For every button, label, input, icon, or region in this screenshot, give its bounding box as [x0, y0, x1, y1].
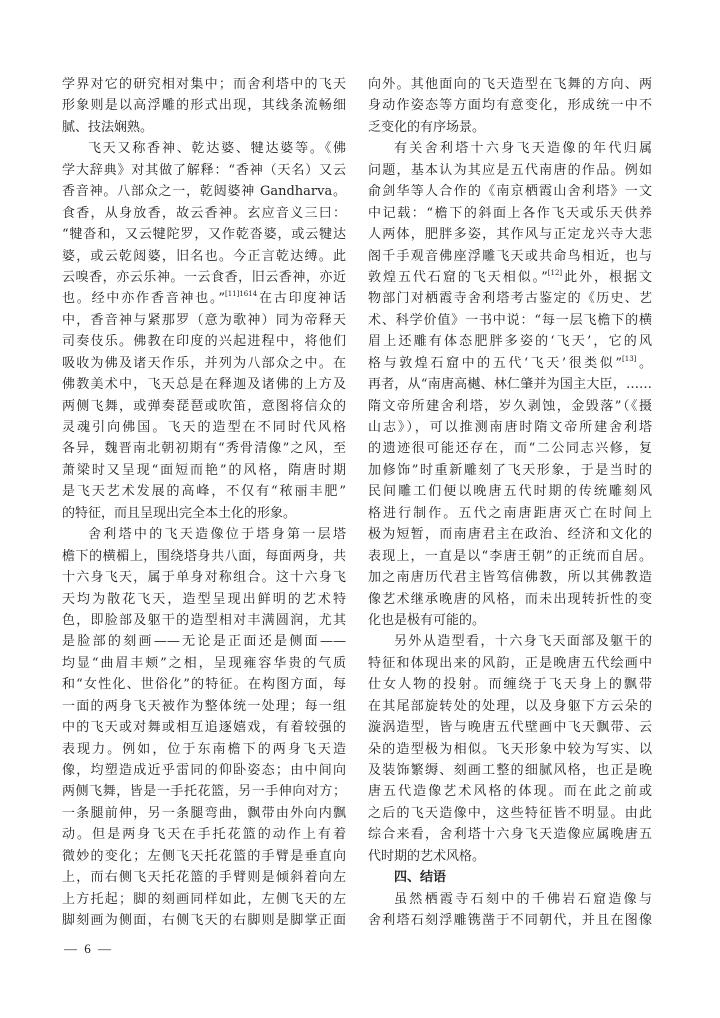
section-heading: 四、结语	[394, 870, 447, 886]
text-line: 云嗅香，亦云乐神。一云食香，旧云香神，亦近	[62, 269, 346, 285]
text-line: 形象则是以高浮雕的形式出现，其线条流畅细	[62, 98, 346, 114]
text-line: 朵的造型极为相似。飞天形象中较为写实、以	[368, 741, 652, 757]
text-line: 仕女人物的投射。而缠绕于飞天身上的飘带	[368, 677, 652, 693]
text-line: 微妙的变化；左侧飞天托花篮的手臂是垂直向	[62, 848, 346, 864]
text-line	[368, 267, 652, 288]
text-segment: 格与敦煌石窟中的五代‘飞天’很类似”	[368, 355, 623, 371]
text-line: 中记载：“檐下的斜面上各作飞天或乐天供养	[368, 205, 652, 221]
text-line: 像，均塑造成近乎雷同的仰卧姿态；由中间向	[62, 763, 346, 778]
text-line: 中的飞天或对舞或相互追逐嬉戏，有着较强的	[62, 720, 346, 736]
text-line: 另外从造型看，十六身飞天面部及躯干的	[394, 634, 652, 650]
text-line: 吸收为佛及诸天作乐，并列为八部众之中。在	[62, 355, 346, 371]
text-line: 天均为散花飞天，造型呈现出鲜明的艺术特	[62, 591, 346, 607]
text-line: 学大辞典》对其做了解释：“香神（天名）又云	[62, 162, 346, 178]
text-line: 及装饰繁缛、刻画工整的细腻风格，也正是晚	[368, 763, 652, 778]
text-line: 特征和体现出来的风韵，正是晚唐五代绘画中	[368, 655, 652, 671]
text-line: 眉上还雕有体态肥胖多姿的‘飞天’，它的风	[368, 334, 652, 350]
text-line: 格进行制作。五代之南唐距唐灭亡在时间上	[368, 505, 652, 521]
text-line: 两侧飞舞，或弹奏琵琶或吹笛，意图将信众的	[62, 398, 346, 414]
text-line: 飞天又称香神、乾达婆、犍达婆等。《佛	[88, 141, 346, 157]
text-line: 檐下的横楣上，围绕塔身共八面，每面两身，共	[62, 548, 346, 564]
right-column	[368, 74, 652, 932]
text-line: 色，即脸部及躯干的造型相对丰满圆润，尤其	[62, 612, 346, 628]
text-line: 婆，或云乾闼婆，旧名也。今正言乾达缚。此	[62, 248, 346, 264]
text-line: 代时期的艺术风格。	[368, 848, 486, 864]
text-line: 两侧飞舞，皆是一手托花篮，另一手伸向对方；	[62, 784, 346, 800]
text-line: 脚刻画为侧面，右侧飞天的右脚则是脚掌正面	[62, 913, 346, 929]
text-line: 漩涡造型，皆与晚唐五代壁画中飞天飘带、云	[368, 720, 652, 736]
text-line: 动。但是两身飞天在手托花篮的动作上有着	[62, 827, 346, 843]
text-line: 术、科学价值》一书中说：“每一层飞檐下的横	[368, 312, 652, 328]
text-segment: 也。经中亦作香音神也。”	[62, 291, 225, 307]
text-line: 在其尾部旋转处的处理，以及身躯下方云朵的	[368, 698, 652, 714]
text-line: 化也是极有可能的。	[368, 612, 486, 628]
text-line: 十六身飞天，属于单身对称组合。这十六身飞	[62, 570, 346, 586]
text-line: 极为短暂，而南唐君主在政治、经济和文化的	[368, 527, 652, 543]
citation-reference: [12]	[547, 268, 563, 277]
text-line: 虽然栖霞寺石刻中的千佛岩石窟造像与	[394, 891, 652, 907]
text-line: 隋文帝所建舍利塔，岁久剥蚀，金毁落”（《摄	[368, 398, 652, 414]
text-line: 加修饰”时重新雕刻了飞天形象，于是当时的	[368, 462, 652, 478]
text-line: 灵魂引向佛国。飞天的造型在不同时代风格	[62, 420, 346, 435]
text-line: 的特征，而且呈现出完全本土化的形象。	[62, 505, 297, 521]
text-line: 一条腿前伸，另一条腿弯曲，飘带由外向内飘	[62, 805, 346, 821]
text-line: 人两体，肥胖多姿，其作风与正定龙兴寺大悲	[368, 227, 652, 243]
text-line: 山志》），可以推测南唐时隋文帝所建舍利塔	[368, 420, 652, 435]
text-line: 的遗迹很可能还存在，而“二公同志兴修，复	[368, 441, 652, 457]
text-line: 均显“曲眉丰颊”之相，呈现雍容华贵的气质	[62, 655, 346, 671]
text-line: “犍沓和，又云犍陀罗，又作乾沓婆，或云犍达	[62, 227, 346, 243]
text-line: 综合来看，舍利塔十六身飞天造像应属晚唐五	[368, 827, 652, 843]
text-line: 舍利塔石刻浮雕镌凿于不同朝代，并且在图像	[368, 913, 652, 929]
page-number: — 6 —	[64, 941, 113, 956]
citation-reference: [13]	[622, 354, 637, 363]
text-line: 有关舍利塔十六身飞天造像的年代归属	[394, 141, 652, 157]
text-line: 唐五代造像艺术风格的体现。而在此之前或	[368, 784, 652, 800]
text-segment: 在古印度神话	[257, 291, 346, 307]
text-segment: 。	[636, 355, 652, 371]
text-line: 阁千手观音佛座浮雕飞天或共命鸟相近，也与	[368, 248, 652, 264]
text-line: 食香，从身放香，故云香神。玄应音义三曰：	[62, 205, 346, 221]
text-line: 香音神。八部众之一，乾闼婆神 Gandharva。	[62, 184, 346, 200]
text-line: 上，而右侧飞天托花篮的手臂则是倾斜着向左	[62, 870, 346, 886]
text-line	[368, 353, 652, 374]
text-segment: 敦煌五代石窟的飞天相似。”	[368, 269, 548, 285]
text-line: 上方托起；脚的刻画同样如此，左侧飞天的左	[62, 891, 346, 907]
text-line: 俞剑华等人合作的《南京栖霞山舍利塔》一文	[368, 184, 652, 200]
text-line: 民间雕工们便以晚唐五代时期的传统雕刻风	[368, 484, 652, 500]
text-line: 物部门对栖霞寺舍利塔考古鉴定的《历史、艺	[368, 291, 652, 307]
text-line: 表现上，一直是以“李唐王朝”的正统而自居。	[368, 548, 652, 564]
text-line: 向外。其他面向的飞天造型在飞舞的方向、两	[368, 77, 652, 92]
left-column	[62, 74, 346, 932]
text-line: 表现力。例如，位于东南檐下的两身飞天造	[62, 741, 346, 757]
text-line: 萧梁时又呈现“面短而艳”的风格，隋唐时期	[62, 462, 346, 478]
text-line: 一面的两身飞天被作为整体统一处理；每一组	[62, 698, 346, 714]
citation-reference: [11]1614	[224, 290, 258, 299]
text-line: 身动作姿态等方面均有意变化，形成统一中不	[368, 98, 652, 114]
text-line: 乏变化的有序场景。	[368, 119, 486, 135]
text-line: 佛教美术中，飞天总是在释迦及诸佛的上方及	[62, 377, 346, 393]
text-line: 之后的飞天造像中，这些特征皆不明显。由此	[368, 805, 652, 821]
text-line: 是脸部的刻画——无论是正面还是侧面——	[62, 634, 346, 650]
text-segment: 此外，根据文	[562, 269, 652, 285]
text-line: 各异，魏晋南北朝初期有“秀骨清像”之风，至	[62, 441, 346, 457]
text-line: 和“女性化、世俗化”的特征。在构图方面，每	[62, 677, 346, 693]
text-line: 再者，从“南唐高樾、林仁肇并为国主大臣，……	[368, 377, 652, 393]
text-line	[62, 288, 346, 309]
text-line: 是飞天艺术发展的高峰，不仅有“秾丽丰肥”	[62, 484, 346, 500]
text-line: 舍利塔中的飞天造像位于塔身第一层塔	[88, 527, 346, 543]
text-line: 加之南唐历代君主皆笃信佛教，所以其佛教造	[368, 570, 652, 586]
text-line: 学界对它的研究相对集中；而舍利塔中的飞天	[62, 77, 346, 92]
text-line: 像艺术继承晚唐的风格，而未出现转折性的变	[368, 591, 652, 607]
text-line: 问题，基本认为其应是五代南唐的作品。例如	[368, 162, 652, 178]
text-line: 司奏伎乐。佛教在印度的兴起进程中，将他们	[62, 334, 346, 350]
text-line: 中，香音神与紧那罗（意为歌神）同为帝释天	[62, 312, 346, 328]
text-line: 腻、技法娴熟。	[62, 119, 154, 135]
